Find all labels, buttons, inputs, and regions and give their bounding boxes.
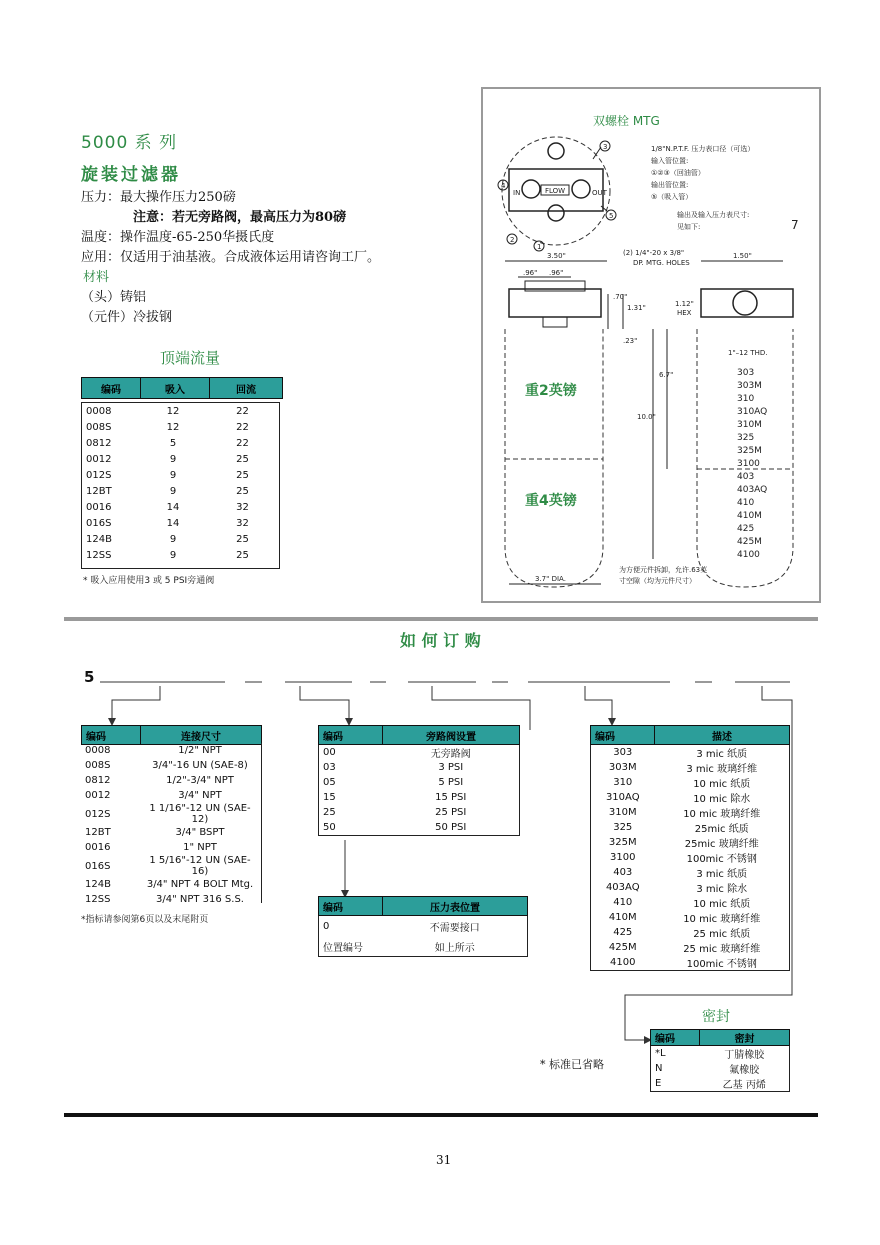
seal-title: 密封 (702, 1009, 730, 1025)
clearance-note: 为方便元件拆卸，允许.63英 (619, 566, 708, 574)
table-row: 325 25mic 纸质 (613, 822, 749, 835)
series-title: 5000 系 列 (81, 133, 178, 153)
table-row: 15 15 PSI (323, 792, 467, 803)
page-number: 31 (436, 1153, 452, 1167)
svg-text:425M: 425M (737, 537, 762, 547)
table-row: 0012 3/4" NPT (85, 790, 222, 801)
head-side-right (701, 289, 793, 317)
table-row: 00 无旁路阀 (323, 747, 471, 760)
table-row: 012S 9 25 (86, 469, 249, 481)
table-row: 016S 14 32 (86, 517, 249, 529)
table-row: 4100 100mic 不锈钢 (610, 957, 757, 970)
svg-text:5: 5 (609, 212, 614, 220)
material-element: （元件）冷拔钢 (81, 310, 173, 325)
table-row: 310AQ 10 mic 除水 (605, 792, 751, 805)
svg-text:3: 3 (603, 143, 608, 151)
table-row: 310 10 mic 纸质 (613, 777, 751, 790)
svg-text:2: 2 (510, 236, 515, 244)
callout-7: 7 (791, 218, 799, 232)
holes-note: (2) 1/4"-20 x 3/8" (623, 249, 685, 257)
port-circle (548, 205, 564, 221)
dim-port-a: .96" (523, 269, 538, 277)
table-row: 124B 9 25 (86, 533, 249, 545)
spec-application: 应用：仅适用于油基液。合成液体运用请咨询工厂。 (81, 250, 381, 265)
in-label: IN (513, 189, 521, 197)
port-circle (572, 180, 590, 198)
table-row: 0008 1/2" NPT (85, 745, 222, 756)
dim-67: 6.7" (659, 371, 674, 379)
svg-text:425: 425 (737, 524, 755, 534)
material-head: （头）铸铝 (81, 290, 147, 305)
table-row: 0016 1" NPT (85, 842, 217, 853)
svg-text:303M: 303M (737, 381, 762, 391)
gauge-note-line: ⑤（吸入管） (651, 193, 693, 201)
svg-text:310AQ: 310AQ (737, 407, 768, 417)
table-row: 05 5 PSI (323, 777, 464, 788)
flow-table-body (81, 402, 280, 569)
svg-text:410M: 410M (737, 511, 762, 521)
element-table: 编码 描述 303 3 mic 纸质 303M 3 mic 玻璃纤维 310 10 mic 纸质 310AQ 10 mic 除水 310M 10 mic 玻璃纤维 325 25mic 纸质 325M 25mic 玻璃纤维 3100 100mic 不锈钢 403 3 mic 纸质 403AQ 3 mic 除水 410 10 mic 纸质 410M 10 mic 玻璃纤维 425 25 mic 纸质 425M 25 mic 玻璃纤维 4100 100mic 不锈钢 (590, 725, 790, 971)
flow-header-return: 回流 (210, 378, 283, 399)
table-row: 0012 9 25 (86, 453, 249, 465)
table-row: 03 3 PSI (323, 762, 464, 773)
svg-text:1: 1 (537, 243, 542, 251)
table-row: 403 3 mic 纸质 (613, 867, 748, 880)
connection-table-body (81, 743, 262, 903)
table-row: 403AQ 3 mic 除水 (605, 882, 748, 895)
port-circle (522, 180, 540, 198)
weight-long: 重4英镑 (525, 493, 577, 509)
flow-table-title: 顶端流量 (160, 349, 221, 367)
spec-pressure: 压力：最大操作压力250磅 (81, 190, 236, 205)
dimension-diagram (481, 87, 821, 603)
svg-text:4100: 4100 (737, 550, 760, 560)
spec-temperature: 温度：操作温度-65-250华摄氏度 (81, 230, 275, 245)
dim-right-width: 1.50" (733, 252, 752, 260)
dim-thd: 1"–12 THD. (728, 349, 768, 357)
out-label: OUT (592, 189, 607, 197)
order-title: 如 何 订 购 (400, 631, 481, 650)
dim-dia: 3.7" DIA. (535, 575, 566, 583)
connection-table-note: *指标请参阅第6页以及末尾附页 (81, 915, 209, 925)
table-row: 310M 10 mic 玻璃纤维 (608, 807, 761, 820)
gauge-note-line: 输入管位置: (651, 157, 689, 165)
svg-text:403: 403 (737, 472, 755, 482)
order-prefix: 5 (84, 668, 95, 686)
table-row: 303 3 mic 纸质 (613, 747, 748, 760)
connection-table-header: 编码 连接尺寸 (81, 725, 262, 745)
table-row: 016S 1 5/16"-12 UN (SAE-16) (85, 855, 251, 877)
dim-port-b: .96" (549, 269, 564, 277)
table-row: 12BT 3/4" BSPT (85, 827, 225, 838)
table-row: 425 25 mic 纸质 (613, 927, 751, 940)
diagram-drawing (483, 89, 819, 601)
table-row: 008S 12 22 (86, 421, 249, 433)
section-divider (64, 617, 818, 621)
table-row: N 氟橡胶 (655, 1063, 760, 1076)
table-row: 0 不需要接口 (323, 920, 480, 934)
table-row: 425M 25 mic 玻璃纤维 (608, 942, 761, 955)
table-row: 008S 3/4"-16 UN (SAE-8) (85, 760, 248, 771)
head-side-left (509, 289, 601, 317)
holes-note: DP. MTG. HOLES (633, 259, 690, 267)
table-row: 303M 3 mic 玻璃纤维 (608, 762, 758, 775)
svg-text:4: 4 (501, 182, 506, 190)
table-row: 325M 25mic 玻璃纤维 (608, 837, 759, 850)
table-row: 12BT 9 25 (86, 485, 249, 497)
table-row: *L 丁腈橡胶 (655, 1048, 765, 1061)
svg-text:310M: 310M (737, 420, 762, 430)
gauge-note-line: 1/8"N.P.T.F. 压力表口径（可选） (651, 145, 755, 153)
table-row: 0812 5 22 (86, 437, 249, 449)
table-row: 12SS 3/4" NPT 316 S.S. (85, 894, 244, 905)
svg-text:410: 410 (737, 498, 755, 508)
gauge-note-line: ①②③（回油管） (651, 169, 705, 177)
diagram-title: 双螺栓 MTG (593, 114, 660, 128)
canister-left (505, 329, 603, 587)
size-note-line: 输出及输入压力表尺寸: (677, 211, 750, 219)
gauge-note-line: 输出管位置: (651, 181, 689, 189)
dim-112: 1.12" (675, 300, 694, 308)
seal-table: 编码 密封 *L 丁腈橡胶 N 氟橡胶 E 乙基 丙烯 (650, 1029, 790, 1092)
dim-10: 10.0" (637, 413, 656, 421)
table-row: 3100 100mic 不锈钢 (610, 852, 757, 865)
table-row: 12SS 9 25 (86, 549, 249, 561)
table-row: 124B 3/4" NPT 4 BOLT Mtg. (85, 879, 254, 890)
svg-text:325: 325 (737, 433, 755, 443)
table-row: 012S 1 1/16"-12 UN (SAE-12) (85, 803, 251, 825)
materials-label: 材料 (83, 270, 110, 285)
svg-text:310: 310 (737, 394, 755, 404)
table-row: 0016 14 32 (86, 501, 249, 513)
svg-text:325M: 325M (737, 446, 762, 456)
svg-text:303: 303 (737, 368, 755, 378)
bottom-rule (64, 1113, 818, 1117)
bypass-to-gauge-connector (330, 840, 360, 900)
dim-hex: HEX (677, 309, 692, 317)
product-title: 旋装过滤器 (81, 165, 181, 185)
svg-text:3100: 3100 (737, 459, 760, 469)
dim-023: .23" (623, 337, 638, 345)
flow-label: FLOW (545, 187, 566, 195)
dim-width: 3.50" (547, 252, 566, 260)
svg-text:403AQ: 403AQ (737, 485, 768, 495)
dim-070: .70" (613, 293, 628, 301)
table-row: 0812 1/2"-3/4" NPT (85, 775, 234, 786)
table-row: 410M 10 mic 玻璃纤维 (608, 912, 761, 925)
table-row: 50 50 PSI (323, 822, 467, 833)
table-row: 410 10 mic 纸质 (613, 897, 751, 910)
table-row: 25 25 PSI (323, 807, 467, 818)
clearance-note: 寸空隙（均为元件尺寸） (619, 577, 696, 585)
flow-table-note: * 吸入应用使用3 或 5 PSI旁通阀 (83, 576, 215, 586)
spec-bypass-note: 注意：若无旁路阀，最高压力为80磅 (133, 210, 347, 225)
flow-header-suction: 吸入 (141, 378, 210, 399)
flow-header-code: 编码 (82, 378, 141, 399)
flow-table-header (81, 377, 283, 399)
table-row: 0008 12 22 (86, 405, 249, 417)
gauge-table: 编码 压力表位置 0 不需要接口 位置编号 如上所示 (318, 896, 528, 957)
dim-131: 1.31" (627, 304, 646, 312)
seal-connector (610, 720, 810, 1050)
size-note-line: 见如下: (677, 223, 701, 231)
port-circle (548, 143, 564, 159)
table-row: E 乙基 丙烯 (655, 1078, 766, 1091)
table-row: 位置编号 如上所示 (323, 942, 475, 954)
seal-note: * 标准已省略 (540, 1058, 604, 1071)
bypass-table: 编码 旁路阀设置 00 无旁路阀 03 3 PSI 05 5 PSI 15 15 PSI 25 25 PSI 50 50 PSI (318, 725, 520, 836)
weight-short: 重2英镑 (525, 383, 577, 399)
